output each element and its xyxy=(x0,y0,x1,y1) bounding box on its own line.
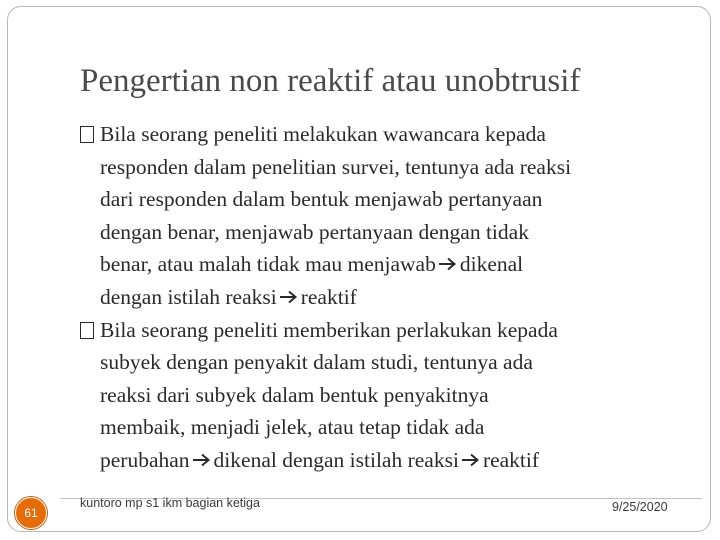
bullet-line xyxy=(100,216,680,249)
bullet-text: responden dalam penelitian survei, tentunya ada reaksi xyxy=(100,154,572,179)
bullet-line xyxy=(100,151,680,184)
bullet-list xyxy=(80,118,680,477)
footer-text: kuntoro mp s1 ikm bagian ketiga xyxy=(80,496,260,510)
bullet-line xyxy=(100,314,680,347)
bullet-text: benar, atau malah tidak mau menjawab xyxy=(100,252,436,277)
bullet-text: Bila seorang peneliti memberikan perlakukan kepada xyxy=(100,317,558,342)
bullet-item xyxy=(80,118,680,314)
arrow-right-icon xyxy=(192,445,212,461)
bullet-line xyxy=(100,118,680,151)
bullet-box-icon xyxy=(80,322,94,339)
bullet-text: perubahan xyxy=(100,447,190,472)
arrow-right-icon xyxy=(461,445,481,461)
bullet-line xyxy=(100,183,680,216)
bullet-text: reaktif xyxy=(482,447,540,472)
bullet-text: Bila seorang peneliti melakukan wawancara kepada xyxy=(100,122,546,146)
bullet-box-icon xyxy=(80,126,94,143)
bullet-text: dari responden dalam bentuk menjawab pertanyaan xyxy=(100,187,543,212)
bullet-line xyxy=(100,379,680,412)
bullet-text: dikenal xyxy=(459,252,524,277)
footer-date: 9/25/2020 xyxy=(612,500,668,514)
bullet-text: dengan benar, menjawab pertanyaan dengan tidak xyxy=(100,219,529,244)
bullet-text: dikenal dengan istilah reaksi xyxy=(213,447,459,472)
page-number-badge: 61 xyxy=(15,497,47,529)
bullet-text: membaik, menjadi jelek, atau tetap tidak ada xyxy=(100,415,485,440)
bullet-line xyxy=(100,411,680,444)
bullet-text: subyek dengan penyakit dalam studi, tentunya ada xyxy=(100,350,533,375)
bullet-text: dengan istilah reaksi xyxy=(100,284,277,309)
bullet-line xyxy=(100,346,680,379)
bullet-line xyxy=(100,444,680,477)
bullet-line xyxy=(100,248,680,281)
arrow-right-icon xyxy=(279,282,299,298)
bullet-text: reaksi dari subyek dalam bentuk penyakitnya xyxy=(100,382,489,407)
bullet-item xyxy=(80,314,680,477)
bullet-text: reaktif xyxy=(300,284,357,309)
slide-title: Pengertian non reaktif atau unobtrusif xyxy=(80,63,581,99)
bullet-line xyxy=(100,281,680,314)
arrow-right-icon xyxy=(438,249,458,265)
